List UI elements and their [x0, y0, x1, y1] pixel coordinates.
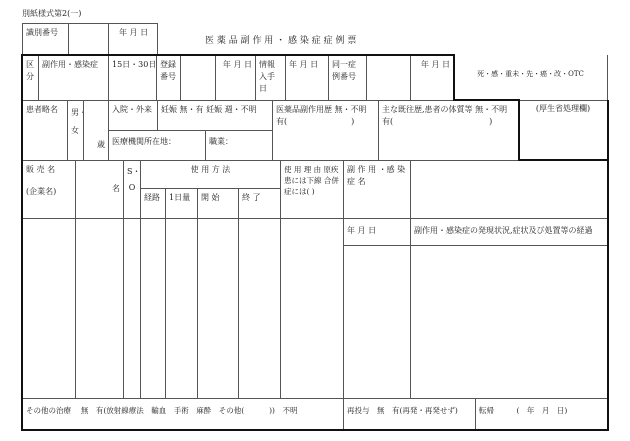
sales-label: 販 売 名 [26, 165, 56, 174]
reg-date: 年 月 日 [215, 55, 256, 101]
end-label: 終 了 [238, 188, 281, 219]
border [518, 99, 520, 161]
type-field[interactable]: 副作用・感染症 [38, 55, 109, 101]
info-date: 年 月 日 [285, 55, 329, 101]
drug-history-label: 医薬品副作用歴 無・不明 [276, 105, 367, 114]
dose-label: 1日量 [165, 188, 198, 219]
route-label: 経路 [140, 188, 166, 219]
inout-field[interactable]: 入院・外来 [108, 100, 158, 131]
border [453, 99, 520, 101]
days-field[interactable]: 15日・30日 [108, 55, 157, 101]
past-history-label: 主な既往歴,患者の体質等 無・不明 [382, 105, 508, 114]
so-field[interactable] [123, 218, 141, 399]
form-id: 別紙様式第2(一) [22, 9, 82, 18]
id-field[interactable] [68, 23, 109, 56]
course-label: 副作用・感染症の発現状況,症状及び処置等の経過 [410, 218, 608, 246]
drug-history-field[interactable] [272, 100, 379, 161]
course-date-field[interactable] [343, 245, 411, 399]
past-history-field[interactable] [378, 100, 519, 161]
name-field[interactable] [75, 218, 124, 399]
dose-field[interactable] [165, 218, 198, 399]
company-label: (企業名) [26, 187, 57, 196]
sales-field[interactable] [22, 218, 76, 399]
start-field[interactable] [197, 218, 239, 399]
page-title: 医 薬 品 副 作 用 ・ 感 染 症 症 例 票 [205, 36, 357, 46]
border [21, 54, 455, 56]
border [21, 54, 23, 431]
readministration-field[interactable]: 再投与 無 有(再発・再発せず) [343, 398, 476, 431]
same-case-field[interactable] [366, 55, 411, 101]
usage-label: 使 用 方 法 [140, 160, 281, 189]
hospital-field[interactable]: 医療機関所在地： [108, 130, 206, 161]
info-date-label: 情報入手日 [255, 55, 286, 101]
border [518, 159, 609, 161]
same-case-date: 年 月 日 [410, 55, 454, 101]
border [607, 100, 609, 431]
sales-name-label [22, 160, 76, 219]
course-date-label: 年 月 日 [343, 218, 411, 246]
kubun-label: 区分 [22, 55, 39, 101]
outcome-field[interactable]: 転帰 ( 年 月 日) [475, 398, 608, 431]
same-case-label: 同一症例番号 [328, 55, 367, 101]
name-label: 名 [75, 160, 124, 219]
other-treatment-field[interactable]: その他の治療 無 有(放射線療法 輸血 手術 麻酔 その他( )) 不明 [22, 398, 344, 431]
age-field[interactable]: 歳 [83, 100, 109, 161]
drug-history-yes: 有( ) [276, 117, 355, 126]
pregnancy-field[interactable]: 妊娠 無・有 妊娠 週・不明 [157, 100, 273, 131]
so-label: S・O [123, 160, 141, 219]
reg-no-field[interactable] [180, 55, 216, 101]
past-history-yes: 有( ) [382, 117, 493, 126]
category-field[interactable]: 死・感・重未・先・癌・改・OTC [453, 55, 608, 101]
end-field[interactable] [238, 218, 281, 399]
reason-field[interactable] [280, 218, 344, 399]
reaction-label: 副 作 用 ・感 染 症 名 [343, 160, 411, 219]
id-label: 識別番号 [22, 23, 69, 56]
reason-label: 使 用 理 由 原疾患には下線 合併症には( ) [280, 160, 344, 219]
header-date: 年 月 日 [108, 23, 158, 56]
course-field[interactable] [410, 245, 608, 399]
patient-label: 患者略名 [22, 100, 68, 161]
start-label: 開 始 [197, 188, 239, 219]
route-field[interactable] [140, 218, 166, 399]
job-field[interactable]: 職業： [205, 130, 273, 161]
border [453, 54, 455, 101]
reg-no-label: 登録番号 [156, 55, 181, 101]
sex-field[interactable]: 男・女 [67, 100, 84, 161]
reaction-field[interactable] [410, 160, 608, 219]
border [21, 429, 609, 431]
ministry-label: (厚生省処理欄) [518, 100, 608, 161]
